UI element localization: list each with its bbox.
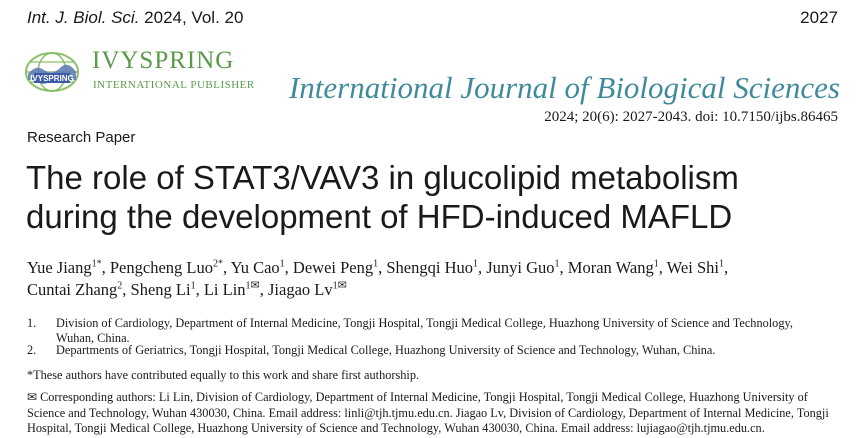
- author-list: [27, 257, 847, 301]
- publisher-name: IVYSPRING: [92, 47, 235, 74]
- affiliation-text: Departments of Geriatrics, Tongji Hospital, Tongji Medical College, Huazhong University of Science and Technology, Wuhan, China.: [56, 343, 716, 357]
- envelope-icon[interactable]: ✉: [250, 279, 260, 292]
- journal-name: International Journal of Biological Sciences: [288, 70, 840, 105]
- ivyspring-globe-logo: [22, 50, 82, 96]
- citation: 2024; 20(6): 2027-2043. doi: 10.7150/ijbs.86465: [544, 109, 838, 125]
- paper-title: [26, 158, 846, 236]
- author-line-2: [27, 279, 847, 301]
- author: Jiagao $Lv^{1✉}$: [268, 279, 347, 299]
- author-line-1: [27, 257, 847, 279]
- affiliation-text: Division of Cardiology, Department of Internal Medicine, Tongji Hospital, Tongji Medical College, Huazhong University of Science and Technology, Wuhan, China.: [56, 316, 793, 345]
- affiliation-2: [27, 343, 847, 358]
- author: Junyi Guo$^1$,: [486, 258, 568, 277]
- envelope-icon[interactable]: ✉: [337, 279, 347, 292]
- author: Cuntai Zhang$^2$,: [27, 280, 131, 299]
- logo-text: IVYSPRING: [30, 74, 74, 83]
- author: Li Lin$^{1✉}$,: [203, 279, 268, 299]
- title-line-2: during the development of HFD-induced MAFLD: [26, 198, 733, 235]
- author: Yue Jiang$^{1*}$,: [27, 258, 110, 277]
- affiliation-number: 1.: [27, 316, 37, 330]
- author: Wei Shi$^1$,: [666, 258, 729, 277]
- author: Moran Wang$^1$,: [567, 258, 667, 277]
- paper-type: Research Paper: [27, 129, 136, 146]
- title-line-1: The role of STAT3/VAV3 in glucolipid metabolism: [26, 159, 739, 196]
- equal-contribution-note: *These authors have contributed equally to this work and share first authorship.: [27, 368, 420, 382]
- envelope-icon: ✉: [27, 390, 41, 404]
- publisher-subtitle: INTERNATIONAL PUBLISHER: [93, 79, 255, 91]
- author: Dewei Peng$^1$,: [292, 258, 387, 277]
- page-number: 2027: [800, 8, 838, 27]
- correspondence: ✉ Corresponding authors: Li Lin, Division of Cardiology, Department of Internal Medicine, Tongji Hospital, Tongji Medical College, Huazhong University of Science and Technology, Wuhan 430030, China. Email address: linli@tjh.tjmu.edu.cn. Jiagao Lv, Division of Cardiology, Department of Internal Medicine, Tongji Hospital, Tongji Medical College, Huazhong University of Science and Technology, Wuhan 430030, China. Email address: lujiagao@tjh.tjmu.edu.cn.: [27, 390, 829, 435]
- journal-abbrev: Int. J. Biol. Sci.: [27, 8, 140, 27]
- author: Yu Cao$^1$,: [230, 258, 293, 277]
- affiliation-1: [27, 316, 847, 346]
- author: Shengqi Huo$^1$,: [386, 258, 487, 277]
- year-volume: 2024, Vol. 20: [144, 8, 244, 27]
- author: Pengcheng Luo$^{2*}$,: [109, 258, 231, 277]
- running-header-journal: [27, 8, 243, 28]
- affiliation-number: 2.: [27, 343, 37, 357]
- author: Sheng Li$^1$,: [130, 280, 204, 299]
